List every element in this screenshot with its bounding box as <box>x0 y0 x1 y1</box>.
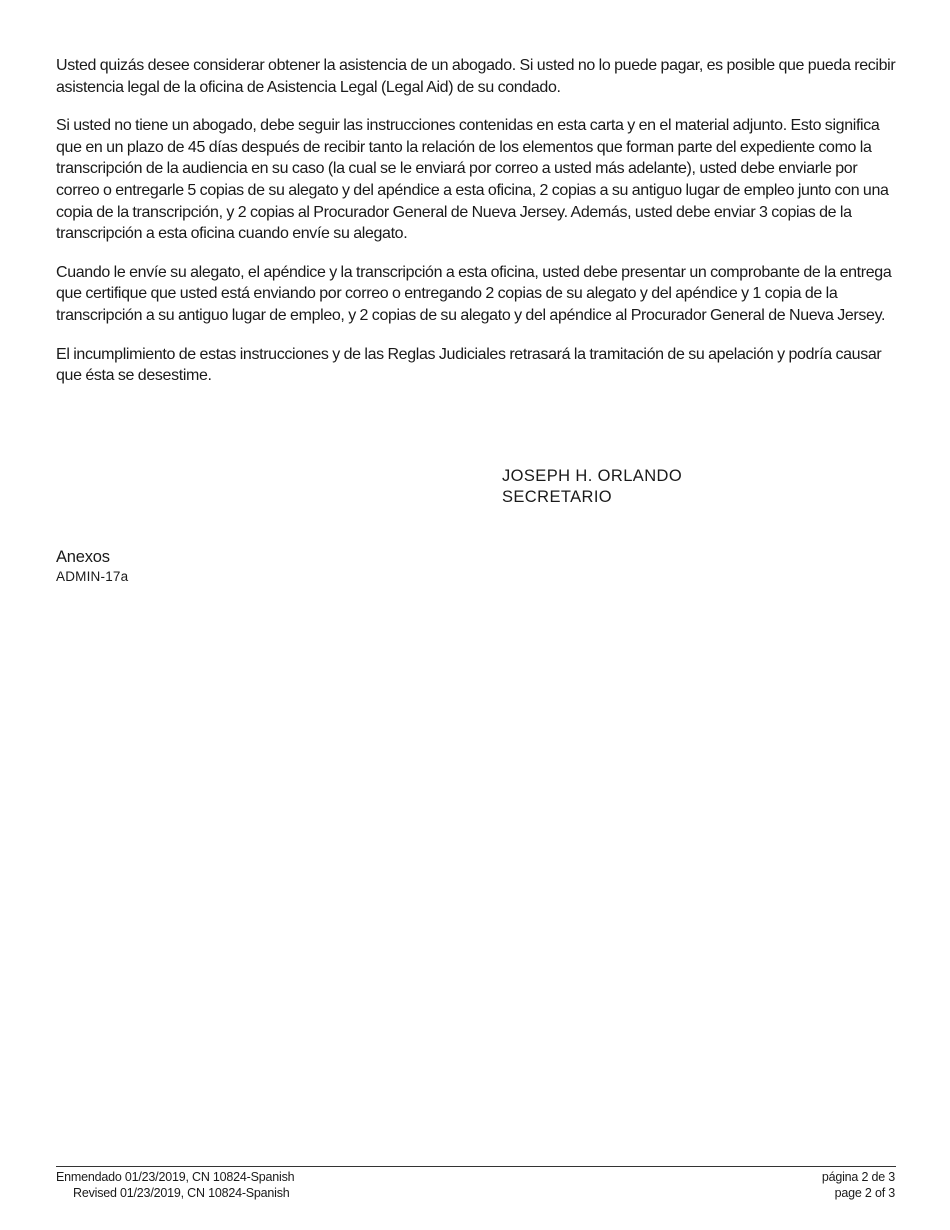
paragraph-noncompliance-warning: El incumplimiento de estas instrucciones y de las Reglas Judiciales retrasará la tramitación de su apelación y podría causar que ésta se desestime. <box>56 345 882 385</box>
footer-page-number <box>822 1169 895 1201</box>
paragraph-instructions: Si usted no tiene un abogado, debe seguir las instrucciones contenidas en esta carta y en el material adjunto. Esto significa que en un plazo de 45 días después de recibir tanto la relación de los elementos que forman parte del expediente como la transcripción de la audiencia en su caso (la cual se le enviará por correo a usted más adelante), usted debe enviarle por correo o entregarle 5 copias de su alegato y del apéndice a esta oficina, 2 copias a su antiguo lugar de empleo junto con una copia de la transcripción, y 2 copias al Procurador General de Nueva Jersey. Además, usted debe enviar 3 copias de la transcripción a esta oficina cuando envíe su alegato. <box>56 117 889 243</box>
footer-revision-info <box>56 1169 294 1201</box>
signatory-name: JOSEPH H. ORLANDO <box>502 467 683 485</box>
letter-body <box>56 55 898 404</box>
footer-revision-spanish: Enmendado 01/23/2019, CN 10824-Spanish <box>56 1170 295 1184</box>
page-number-spanish: página 2 de 3 <box>821 1170 895 1184</box>
paragraph-proof-of-service: Cuando le envíe su alegato, el apéndice y la transcripción a esta oficina, usted debe presentar un comprobante de la entrega que certifique que usted está enviando por correo o entregando 2 copias de su alegato y del apéndice y 1 copia de la transcripción a su antiguo lugar de empleo, y 2 copias de su alegato y del apéndice al Procurador General de Nueva Jersey. <box>56 263 892 324</box>
form-id: ADMIN-17a <box>56 569 129 584</box>
signatory-title: SECRETARIO <box>502 488 613 506</box>
footer-revision-english: Revised 01/23/2019, CN 10824-Spanish <box>73 1186 290 1200</box>
signature-block <box>502 466 682 508</box>
paragraph-attorney-advice: Usted quizás desee considerar obtener la asistencia de un abogado. Si usted no lo puede pagar, es posible que pueda recibir asistencia legal de la oficina de Asistencia Legal (Legal Aid) de su condado. <box>56 57 896 96</box>
page-number-english: page 2 of 3 <box>834 1186 895 1200</box>
enclosures-label: Anexos <box>56 548 110 566</box>
footer-divider <box>56 1166 896 1167</box>
